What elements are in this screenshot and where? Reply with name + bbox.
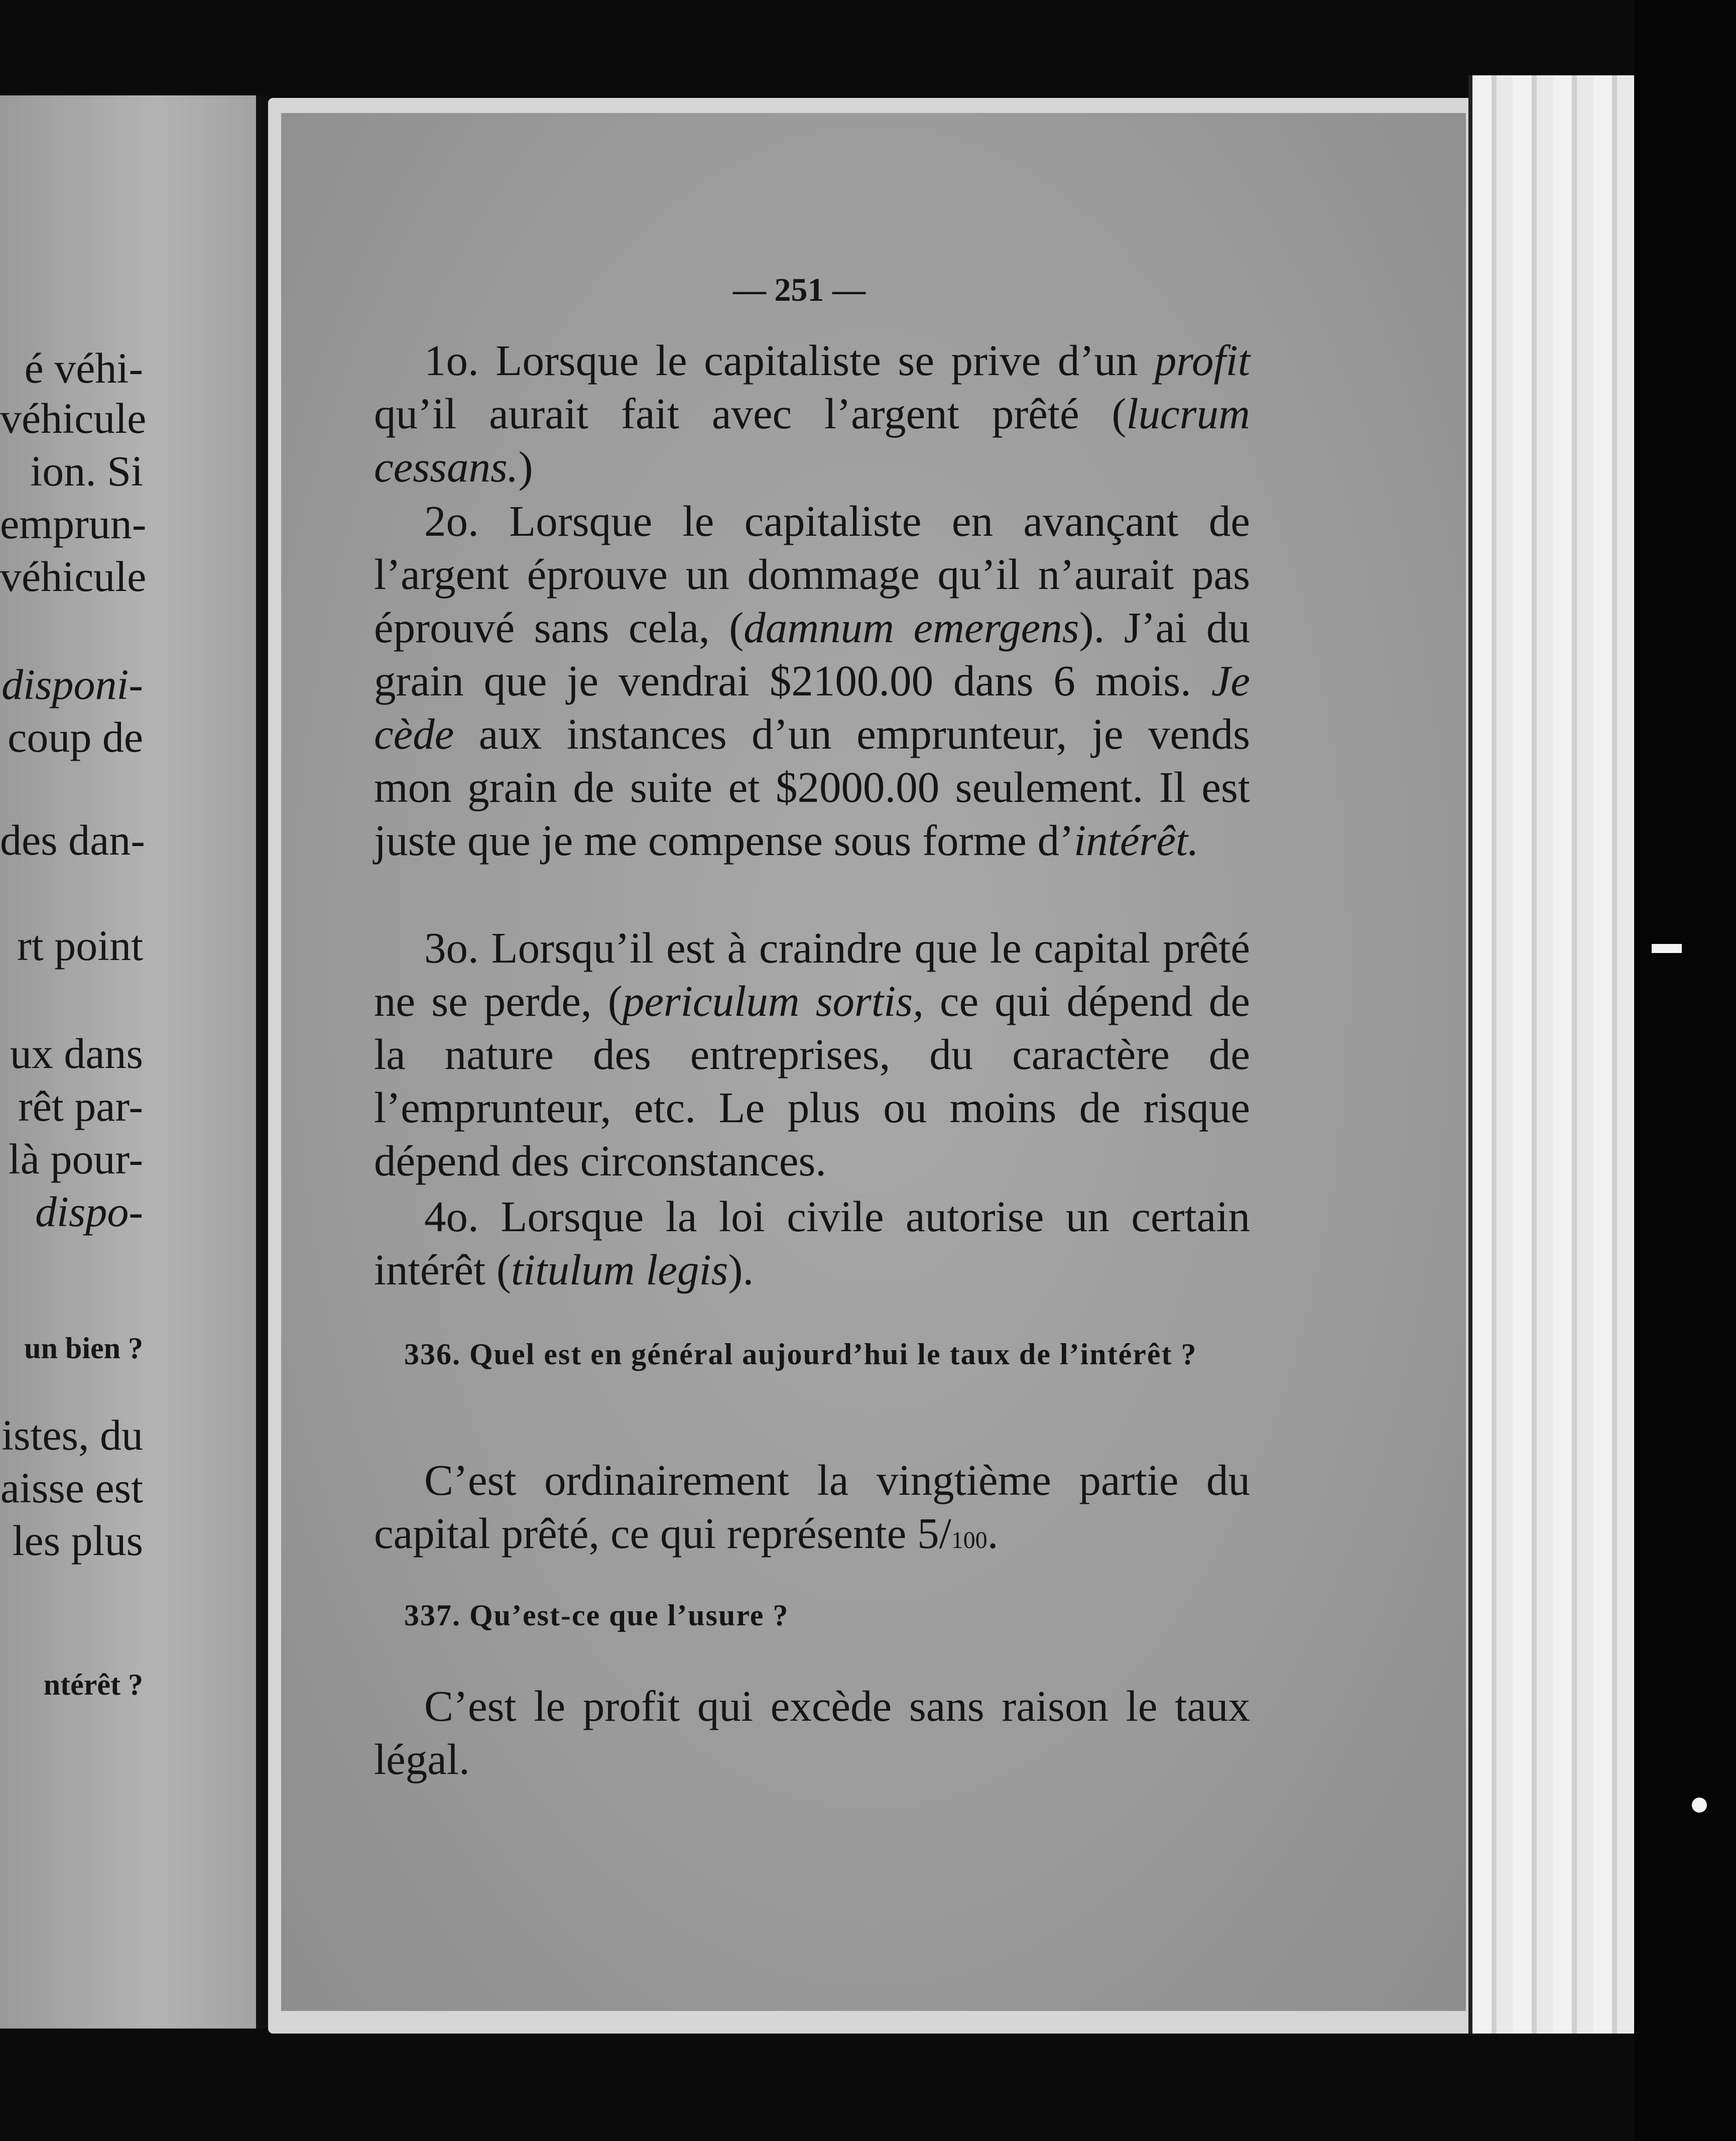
paragraph-italic: Je cède [374,656,1250,758]
paragraph-italic: periculum sortis, [622,977,924,1025]
paragraph-text: ce qui dépend de la nature des entreprises, du caractère de l’emprunteur, etc. Le plus ou moins de risque dépend des circonstances. [374,977,1251,1185]
question-337 [404,1594,1250,1636]
paragraph-text: . [987,1509,999,1558]
paragraph-italic: profit [1154,336,1250,385]
left-line: véhicule [0,552,147,601]
paragraph-2 [374,495,1250,867]
page-number: — 251 — [733,272,865,308]
fraction-slash: / [939,1509,951,1558]
left-line: emprun- [0,500,147,548]
left-line: là pour- [8,1135,143,1183]
scan-artifact [1652,944,1682,953]
paragraph-italic: intérêt. [1074,816,1199,865]
answer-337 [374,1680,1250,1786]
question-336 [404,1333,1250,1375]
paragraph-text: 4o. Lorsque la loi civile autorise un certain intérêt ( [374,1192,1250,1294]
left-line: dispo- [35,1187,143,1236]
scan-artifact [1692,1798,1707,1813]
paragraph-text: 3o. Lorsqu’il est à craindre que le capital prêté ne se perde, ( [374,923,1250,1025]
left-line: un bien ? [24,1332,143,1365]
paragraph-text: ). [728,1245,754,1294]
left-line: des dan- [0,816,145,864]
paragraph-text: C’est le profit qui excède sans raison le taux légal. [374,1682,1250,1783]
question-text: 336. Quel est en général aujourd’hui le taux de l’intérêt ? [404,1338,1197,1371]
left-line: disponi- [2,660,143,708]
answer-336 [374,1454,1250,1567]
paragraph-4 [374,1190,1250,1296]
paragraph-text: aux instances d’un emprunteur, je vends mon grain de suite et $2000.00 seulement. Il est juste que je me compense sous forme d’ [374,709,1250,865]
paragraph-text: ) [518,442,533,491]
question-text: 337. Qu’est-ce que l’usure ? [404,1599,789,1632]
left-line: é véhi- [24,344,143,392]
left-line: coup de [8,713,143,761]
paragraph-text: 1o. Lorsque le capitaliste se prive d’un [424,336,1155,385]
scan-background [1634,0,1736,2141]
paragraph-italic: titulum legis [511,1245,728,1294]
paragraph-text: C’est ordinairement la vingtième partie du capital prêté, ce qui représente 5 [374,1456,1250,1558]
paragraph-text: ). J’ai du grain que je vendrai $2100.00 dans 6 mois. [374,603,1250,705]
left-line: rt point [17,921,143,970]
left-line: ion. Si [30,447,143,495]
paragraph-3 [374,921,1250,1187]
paragraph-italic: damnum emergens [743,603,1079,652]
paragraph-text: qu’il aurait fait avec l’argent prêté ( [374,389,1127,438]
left-line: aisse est [0,1464,143,1512]
left-line: istes, du [2,1411,143,1459]
page-edges [1468,75,1638,2034]
left-line: véhicule [0,394,147,442]
left-line: ntérêt ? [43,1668,143,1701]
paragraph-italic: lucrum cessans. [374,389,1250,491]
left-line: rêt par- [18,1082,143,1130]
paragraph-1 [374,334,1250,494]
book-gutter [256,95,268,2029]
left-line: les plus [12,1516,143,1565]
fraction-denominator: 100 [951,1527,987,1554]
paragraph-text: 2o. Lorsque le capitaliste en avançant de l’argent éprouve un dommage qu’il n’aurait pas éprouvé sans cela, ( [374,497,1250,652]
left-line: ux dans [10,1029,143,1078]
